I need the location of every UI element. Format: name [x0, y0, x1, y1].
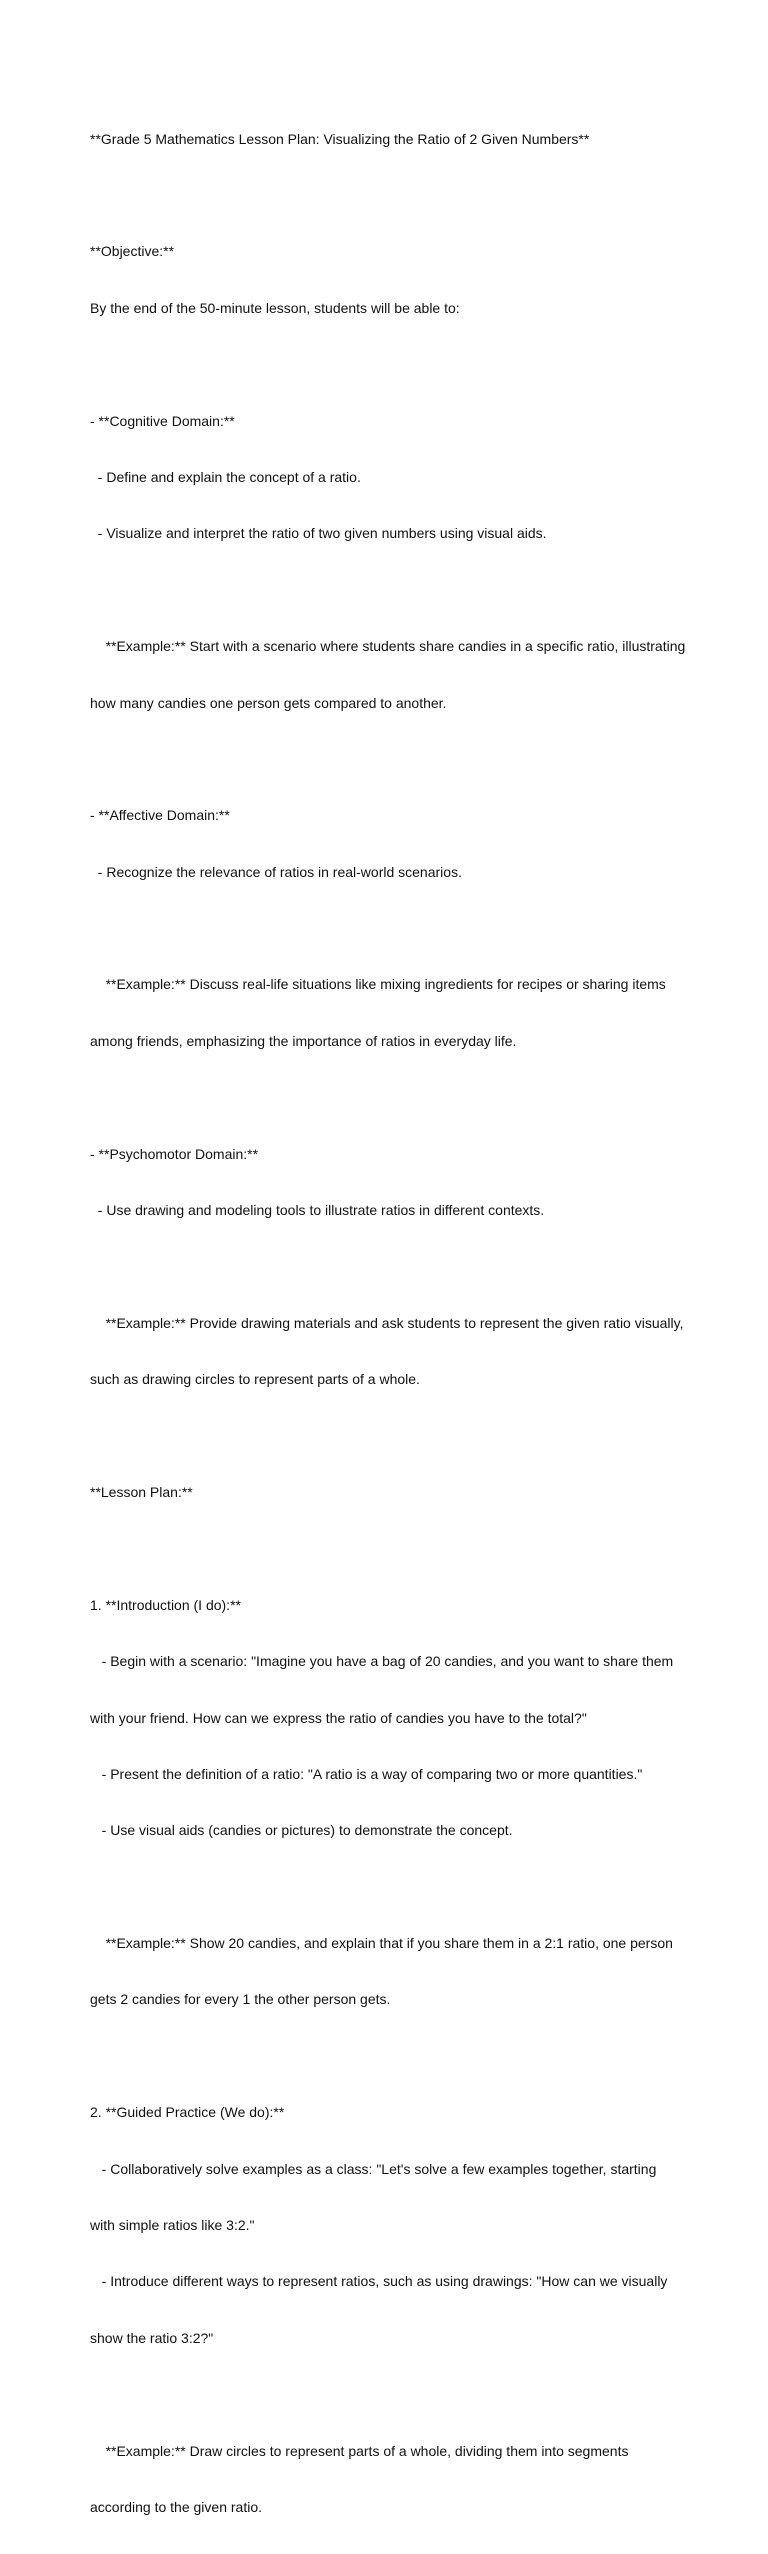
guided-practice-item: - Introduce different ways to represent ratios, such as using drawings: "How can we visually	[90, 2273, 668, 2290]
objective-heading: **Objective:**	[90, 243, 175, 260]
blank-line	[90, 1878, 690, 1897]
guided-practice-item-cont: with simple ratios like 3:2."	[90, 2217, 255, 2234]
objective-intro: By the end of the 50-minute lesson, students will be able to:	[90, 299, 460, 316]
blank-line	[90, 1539, 690, 1558]
document-body	[90, 92, 690, 2554]
psychomotor-item: - Use drawing and modeling tools to illustrate ratios in different contexts.	[90, 1202, 545, 1219]
guided-practice-example: **Example:** Draw circles to represent parts of a whole, dividing them into segments	[90, 2442, 629, 2459]
introduction-example: **Example:** Show 20 candies, and explain that if you share them in a 2:1 ratio, one person	[90, 1935, 673, 1952]
guided-practice-heading: 2. **Guided Practice (We do):**	[90, 2104, 285, 2121]
document-title: **Grade 5 Mathematics Lesson Plan: Visualizing the Ratio of 2 Given Numbers**	[90, 130, 590, 147]
blank-line	[90, 2385, 690, 2404]
introduction-item: - Present the definition of a ratio: "A ratio is a way of comparing two or more quantities."	[90, 1765, 643, 1782]
cognitive-example: **Example:** Start with a scenario where students share candies in a specific ratio, illustrating	[90, 638, 686, 655]
blank-line	[90, 186, 690, 205]
lesson-plan-heading: **Lesson Plan:**	[90, 1483, 193, 1500]
cognitive-example-cont: how many candies one person gets compared to another.	[90, 694, 447, 711]
introduction-item-cont: with your friend. How can we express the ratio of candies you have to the total?"	[90, 1709, 587, 1726]
introduction-item: - Use visual aids (candies or pictures) to demonstrate the concept.	[90, 1822, 513, 1839]
cognitive-item: - Define and explain the concept of a ratio.	[90, 468, 361, 485]
guided-practice-example-cont: according to the given ratio.	[90, 2499, 262, 2515]
blank-line	[90, 1257, 690, 1276]
blank-line	[90, 355, 690, 374]
psychomotor-domain-heading: - **Psychomotor Domain:**	[90, 1145, 259, 1162]
affective-domain-heading: - **Affective Domain:**	[90, 807, 230, 824]
psychomotor-example: **Example:** Provide drawing materials and ask students to represent the given ratio visually,	[90, 1314, 684, 1331]
guided-practice-item: - Collaboratively solve examples as a class: "Let's solve a few examples together, starting	[90, 2160, 657, 2177]
guided-practice-item-cont: show the ratio 3:2?"	[90, 2329, 214, 2346]
blank-line	[90, 919, 690, 938]
affective-example: **Example:** Discuss real-life situations like mixing ingredients for recipes or sharing items	[90, 976, 666, 993]
cognitive-item: - Visualize and interpret the ratio of two given numbers using visual aids.	[90, 525, 547, 542]
cognitive-domain-heading: - **Cognitive Domain:**	[90, 412, 235, 429]
blank-line	[90, 1088, 690, 1107]
psychomotor-example-cont: such as drawing circles to represent parts of a whole.	[90, 1371, 420, 1388]
affective-example-cont: among friends, emphasizing the importance of ratios in everyday life.	[90, 1032, 517, 1049]
blank-line	[90, 750, 690, 769]
introduction-heading: 1. **Introduction (I do):**	[90, 1596, 241, 1613]
blank-line	[90, 2047, 690, 2066]
introduction-example-cont: gets 2 candies for every 1 the other person gets.	[90, 1991, 391, 2008]
affective-item: - Recognize the relevance of ratios in real-world scenarios.	[90, 863, 462, 880]
introduction-item: - Begin with a scenario: "Imagine you have a bag of 20 candies, and you want to share them	[90, 1653, 674, 1670]
blank-line	[90, 581, 690, 600]
blank-line	[90, 1427, 690, 1446]
